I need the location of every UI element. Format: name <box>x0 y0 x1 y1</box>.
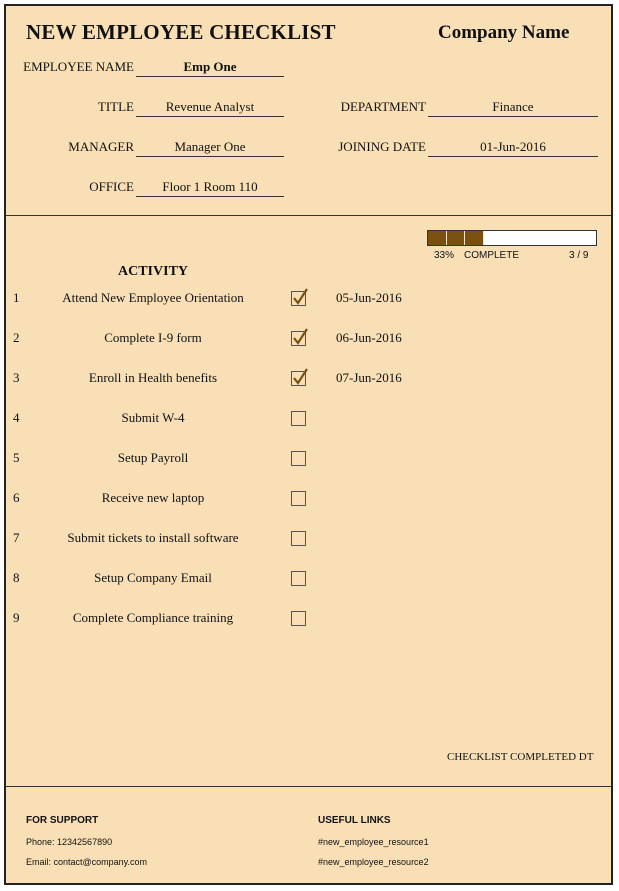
office-label: OFFICE <box>89 179 134 194</box>
checkmark-icon <box>291 287 309 307</box>
checklist-sheet <box>4 4 613 885</box>
title-label: TITLE <box>97 99 134 114</box>
activity-number: 8 <box>13 570 20 585</box>
page-title: NEW EMPLOYEE CHECKLIST <box>26 20 336 44</box>
department-label: DEPARTMENT <box>340 99 426 114</box>
activity-checkbox[interactable] <box>291 291 306 306</box>
activity-number: 3 <box>13 370 20 385</box>
employee-name-label: EMPLOYEE NAME <box>23 59 134 74</box>
activity-label: Submit W-4 <box>121 410 185 425</box>
activity-checkbox[interactable] <box>291 371 306 386</box>
footer-divider <box>6 786 611 787</box>
joining-date-field[interactable]: 01-Jun-2016 <box>428 139 598 157</box>
checklist-completed-dt-label: CHECKLIST COMPLETED DT <box>447 751 594 763</box>
support-heading: FOR SUPPORT <box>26 815 99 826</box>
activity-label: Enroll in Health benefits <box>88 370 218 385</box>
support-email[interactable]: Email: contact@company.com <box>26 857 148 867</box>
company-name: Company Name <box>438 22 570 43</box>
progress-segment <box>447 231 466 245</box>
activity-heading: ACTIVITY <box>118 264 189 279</box>
activity-number: 2 <box>13 330 20 345</box>
activity-label: Setup Company Email <box>94 570 212 585</box>
activity-number: 5 <box>13 450 20 465</box>
activity-label: Attend New Employee Orientation <box>62 290 244 305</box>
useful-link-2[interactable]: #new_employee_resource2 <box>318 857 429 867</box>
activity-date: 07-Jun-2016 <box>336 370 402 385</box>
manager-label: MANAGER <box>68 139 134 154</box>
activity-checkbox[interactable] <box>291 451 306 466</box>
activity-number: 6 <box>13 490 20 505</box>
progress-count: 3 / 9 <box>569 250 589 261</box>
activity-checkbox[interactable] <box>291 571 306 586</box>
activity-checkbox[interactable] <box>291 531 306 546</box>
progress-segment <box>428 231 447 245</box>
joining-date-label: JOINING DATE <box>338 139 426 154</box>
title-field[interactable]: Revenue Analyst <box>136 99 284 117</box>
activity-number: 4 <box>13 410 20 425</box>
section-divider <box>6 215 611 216</box>
support-phone: Phone: 12342567890 <box>26 837 113 847</box>
activity-checkbox[interactable] <box>291 611 306 626</box>
activity-checkbox[interactable] <box>291 331 306 346</box>
activity-date: 05-Jun-2016 <box>336 290 402 305</box>
activity-label: Submit tickets to install software <box>67 530 239 545</box>
useful-links-heading: USEFUL LINKS <box>318 815 391 826</box>
useful-link-1[interactable]: #new_employee_resource1 <box>318 837 429 847</box>
activity-label: Setup Payroll <box>117 450 189 465</box>
checkmark-icon <box>291 327 309 347</box>
employee-name-field[interactable]: Emp One <box>136 59 284 77</box>
progress-percent: 33% <box>434 250 455 261</box>
manager-field[interactable]: Manager One <box>136 139 284 157</box>
progress-complete-label: COMPLETE <box>464 250 520 261</box>
department-field[interactable]: Finance <box>428 99 598 117</box>
activity-number: 7 <box>13 530 20 545</box>
checkmark-icon <box>291 367 309 387</box>
progress-segment <box>465 231 484 245</box>
activity-checkbox[interactable] <box>291 491 306 506</box>
activity-number: 9 <box>13 610 20 625</box>
activity-label: Complete I-9 form <box>104 330 202 345</box>
activity-date: 06-Jun-2016 <box>336 330 402 345</box>
progress-bar <box>427 230 597 246</box>
activity-number: 1 <box>13 290 20 305</box>
activity-label: Receive new laptop <box>101 490 205 505</box>
activity-label: Complete Compliance training <box>72 610 234 625</box>
office-field[interactable]: Floor 1 Room 110 <box>136 179 284 197</box>
activity-checkbox[interactable] <box>291 411 306 426</box>
